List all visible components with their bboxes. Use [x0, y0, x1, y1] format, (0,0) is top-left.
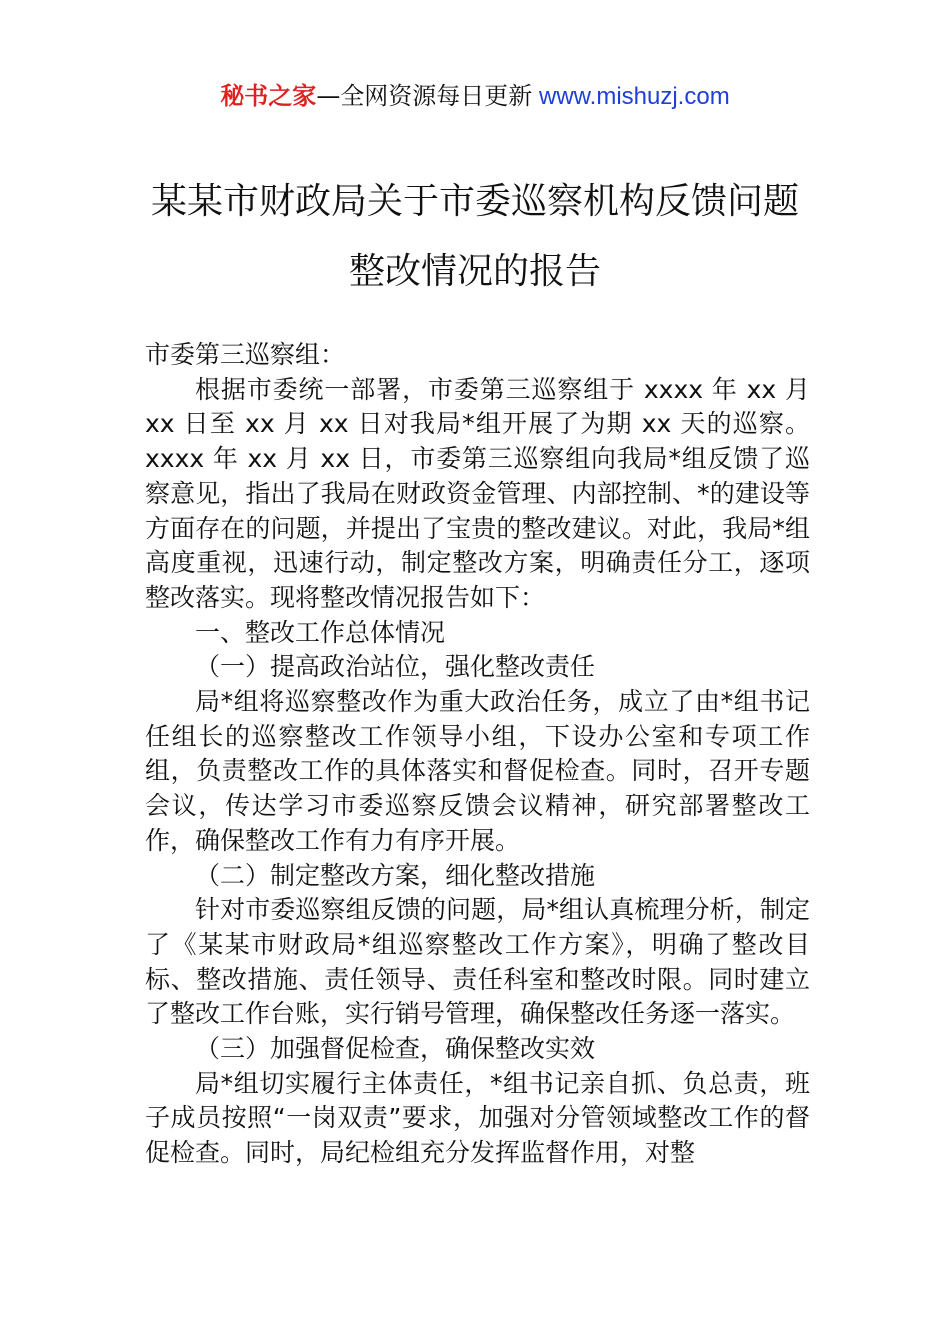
subsection-1-paragraph: 局*组将巡察整改作为重大政治任务，成立了由*组书记任组长的巡察整改工作领导小组，下设办公室和专项工作组，负责整改工作的具体落实和督促检查。同时，召开专题会议，传达学习市委巡察反馈会议精神，研究部署整改工作，确保整改工作有力有序开展。 — [145, 687, 810, 855]
subsection-2-heading: （二）制定整改方案，细化整改措施 — [195, 860, 596, 890]
document-title-line-1: 某某市财政局关于市委巡察机构反馈问题 — [150, 181, 799, 222]
intro-paragraph: 根据市委统一部署，市委第三巡察组于 xxxx 年 xx 月 xx 日至 xx 月 xx 日对我局*组开展了为期 xx 天的巡察。xxxx 年 xx 月 xx 日，市委第三巡察组向我局*组反馈了巡察意见，指出了我局在财政资金管理、内部控制、*的建设等方面存在的问题，并提出了宝贵的整改建议。对此，我局*组高度重视，迅速行动，制定整改方案，明确责任分工，逐项整改落实。现将整改情况报告如下： — [145, 374, 810, 612]
site-url[interactable]: www.mishuzj.com — [532, 83, 730, 110]
subsection-1-heading: （一）提高政治站位，强化整改责任 — [195, 652, 596, 682]
section-1-heading: 一、整改工作总体情况 — [195, 617, 446, 647]
salutation: 市委第三巡察组： — [145, 340, 346, 369]
document-body — [145, 338, 810, 1171]
subsection-3-paragraph: 局*组切实履行主体责任，*组书记亲自抓、负总责，班子成员按照“一岗双责”要求，加强对分管领域整改工作的督促检查。同时，局纪检组充分发挥监督作用，对整 — [145, 1068, 810, 1168]
subsection-3-heading: （三）加强督促检查，确保整改实效 — [195, 1034, 596, 1064]
site-header — [0, 80, 950, 113]
brand-name: 秘书之家 — [220, 82, 317, 110]
header-tagline: —全网资源每日更新 — [316, 82, 533, 110]
subsection-2-paragraph: 针对市委巡察组反馈的问题，局*组认真梳理分析，制定了《某某市财政局*组巡察整改工作方案》，明确了整改目标、整改措施、责任领导、责任科室和整改时限。同时建立了整改工作台账，实行销号管理，确保整改任务逐一落实。 — [145, 895, 810, 1029]
document-title-line-2: 整改情况的报告 — [348, 251, 601, 292]
